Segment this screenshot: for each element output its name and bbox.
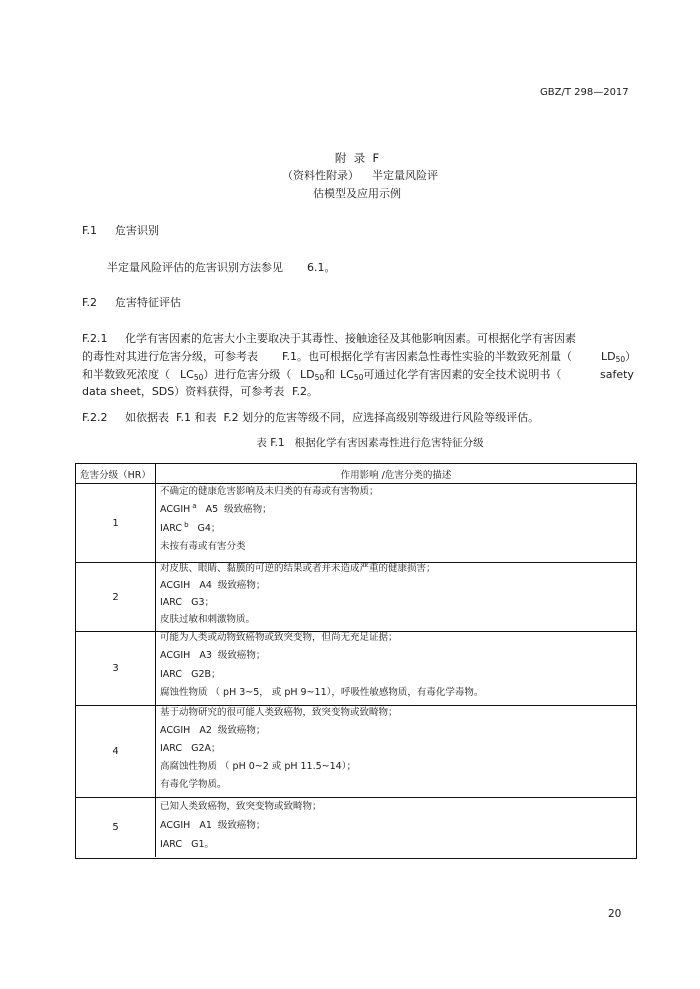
ld50-term (601, 350, 636, 364)
term-after: 可通过化学有害因素的安全技术说明书（ (363, 368, 562, 381)
footnote-mark: a (192, 502, 197, 511)
description-line: 皮肤过敏和刺激物质。 (160, 614, 256, 625)
paragraph-line: 和半数致死浓度（ (82, 368, 170, 381)
description-line (160, 520, 636, 538)
description-line: 有毒化学物质。 (160, 779, 227, 790)
term-text: LD (601, 350, 616, 363)
description-line: ACGIH A3 级致癌物； (160, 650, 266, 662)
description-line: ACGIH A4 级致癌物； (160, 580, 266, 591)
description-cell (156, 484, 636, 562)
description-line: 不确定的健康危害影响及未归类的有毒或有害物质； (160, 486, 379, 497)
footnote-mark: b (184, 520, 189, 529)
section-number: F.2 (82, 296, 98, 309)
hazard-grade: 1 (76, 484, 156, 562)
table-row (76, 798, 636, 857)
table-header-row (76, 464, 636, 484)
description-line: 未按有毒或有害分类 (160, 540, 246, 552)
description-line: 基于动物研究的很可能人类致癌物，致突变物或致畸物； (160, 707, 398, 718)
description-line: ACGIH A1 级致癌物； (160, 820, 266, 831)
hazard-grade: 4 (76, 706, 156, 797)
clause-reference: 6.1。 (307, 261, 336, 274)
document-id: GBZ/T 298—2017 (540, 87, 629, 98)
term-text: LC (180, 368, 194, 381)
header-description: 作用影响 /危害分类的描述 (340, 469, 452, 481)
term-subscript: 50 (353, 373, 364, 382)
paragraph-line: F.1。也可根据化学有害因素急性毒性实验的半数致死剂量（ (282, 350, 573, 363)
description-cell (156, 632, 636, 705)
description-cell (156, 798, 636, 857)
section-heading: 危害识别 (115, 224, 159, 237)
description-cell (156, 563, 636, 631)
section-number: F.1 (82, 224, 98, 237)
clause-number: F.2.1 (82, 332, 108, 345)
table-row (76, 706, 636, 798)
appendix-name-line1: 半定量风险评 (372, 169, 438, 182)
paragraph-text: 半定量风险评估的危害识别方法参见 (107, 261, 283, 274)
table-caption: 表 F.1 根据化学有害因素毒性进行危害特征分级 (256, 437, 484, 449)
description-line: 对皮肤、眼睛、黏膜的可逆的结果或者并未造成严重的健康损害； (160, 563, 436, 574)
hazard-classification-table (75, 463, 637, 859)
classification: G4； (197, 522, 221, 534)
appendix-name-line2: 估模型及应用示例 (313, 187, 401, 200)
hazard-grade: 5 (76, 798, 156, 857)
description-line: 腐蚀性物质 （ pH 3~5， 或 pH 9~11），呼吸性敏感物质，有毒化学毒物。 (160, 686, 484, 698)
description-line: IARC G2B； (160, 668, 221, 680)
term-subscript: 50 (615, 355, 626, 364)
description-line (160, 501, 636, 519)
table-row (76, 484, 636, 563)
description-line: IARC G2A； (160, 743, 221, 754)
term-subscript: 50 (193, 373, 204, 382)
header-grade: 危害分级（HR） (76, 464, 156, 483)
agency-name: ACGIH (160, 504, 191, 516)
paragraph-line: 化学有害因素的危害大小主要取决于其毒性、接触途径及其他影响因素。可根据化学有害因素 (125, 332, 576, 345)
hazard-grade: 3 (76, 632, 156, 705)
agency-name: IARC (160, 522, 183, 534)
description-line: 可能为人类或动物致癌物或致突变物，但尚无充足证据； (160, 632, 398, 643)
table-row (76, 563, 636, 632)
page-number: 20 (608, 908, 622, 920)
description-line: IARC G3； (160, 597, 215, 608)
term-after: ）进行危害分级（ (203, 368, 292, 381)
paragraph-line: safety (600, 368, 634, 381)
description-cell (156, 706, 636, 797)
term-subscript: 50 (314, 373, 325, 382)
table-row (76, 632, 636, 706)
section-heading: 危害特征评估 (115, 296, 181, 309)
term-text: LC (340, 368, 354, 381)
lc50-term (340, 368, 561, 382)
description-line: 高腐蚀性物质 （ pH 0~2 或 pH 11.5~14）； (160, 761, 356, 772)
appendix-title: 附 录 F (334, 151, 380, 165)
classification: A5 级致癌物； (205, 504, 272, 516)
term-after: ） (625, 350, 637, 363)
paragraph-line: data sheet，SDS）资料获得，可参考表 (82, 385, 285, 398)
term-after: 和 (324, 368, 336, 381)
ld50-term (300, 368, 335, 382)
paragraph-line: 如依据表 F.1 和表 F.2 划分的危害等级不同，应选择高级别等级进行风险等级评估。 (125, 411, 540, 424)
lc50-term (180, 368, 291, 382)
description-line: 已知人类致癌物，致突变物或致畸物； (160, 801, 322, 812)
description-line: ACGIH A2 级致癌物； (160, 725, 266, 736)
paragraph-line: 的毒性对其进行危害分级，可参考表 (82, 350, 258, 363)
appendix-nature: （资料性附录） (282, 169, 359, 182)
paragraph-line: F.2。 (292, 385, 319, 398)
clause-number: F.2.2 (82, 411, 108, 424)
description-line: IARC G1。 (160, 839, 215, 850)
hazard-grade: 2 (76, 563, 156, 631)
term-text: LD (300, 368, 315, 381)
